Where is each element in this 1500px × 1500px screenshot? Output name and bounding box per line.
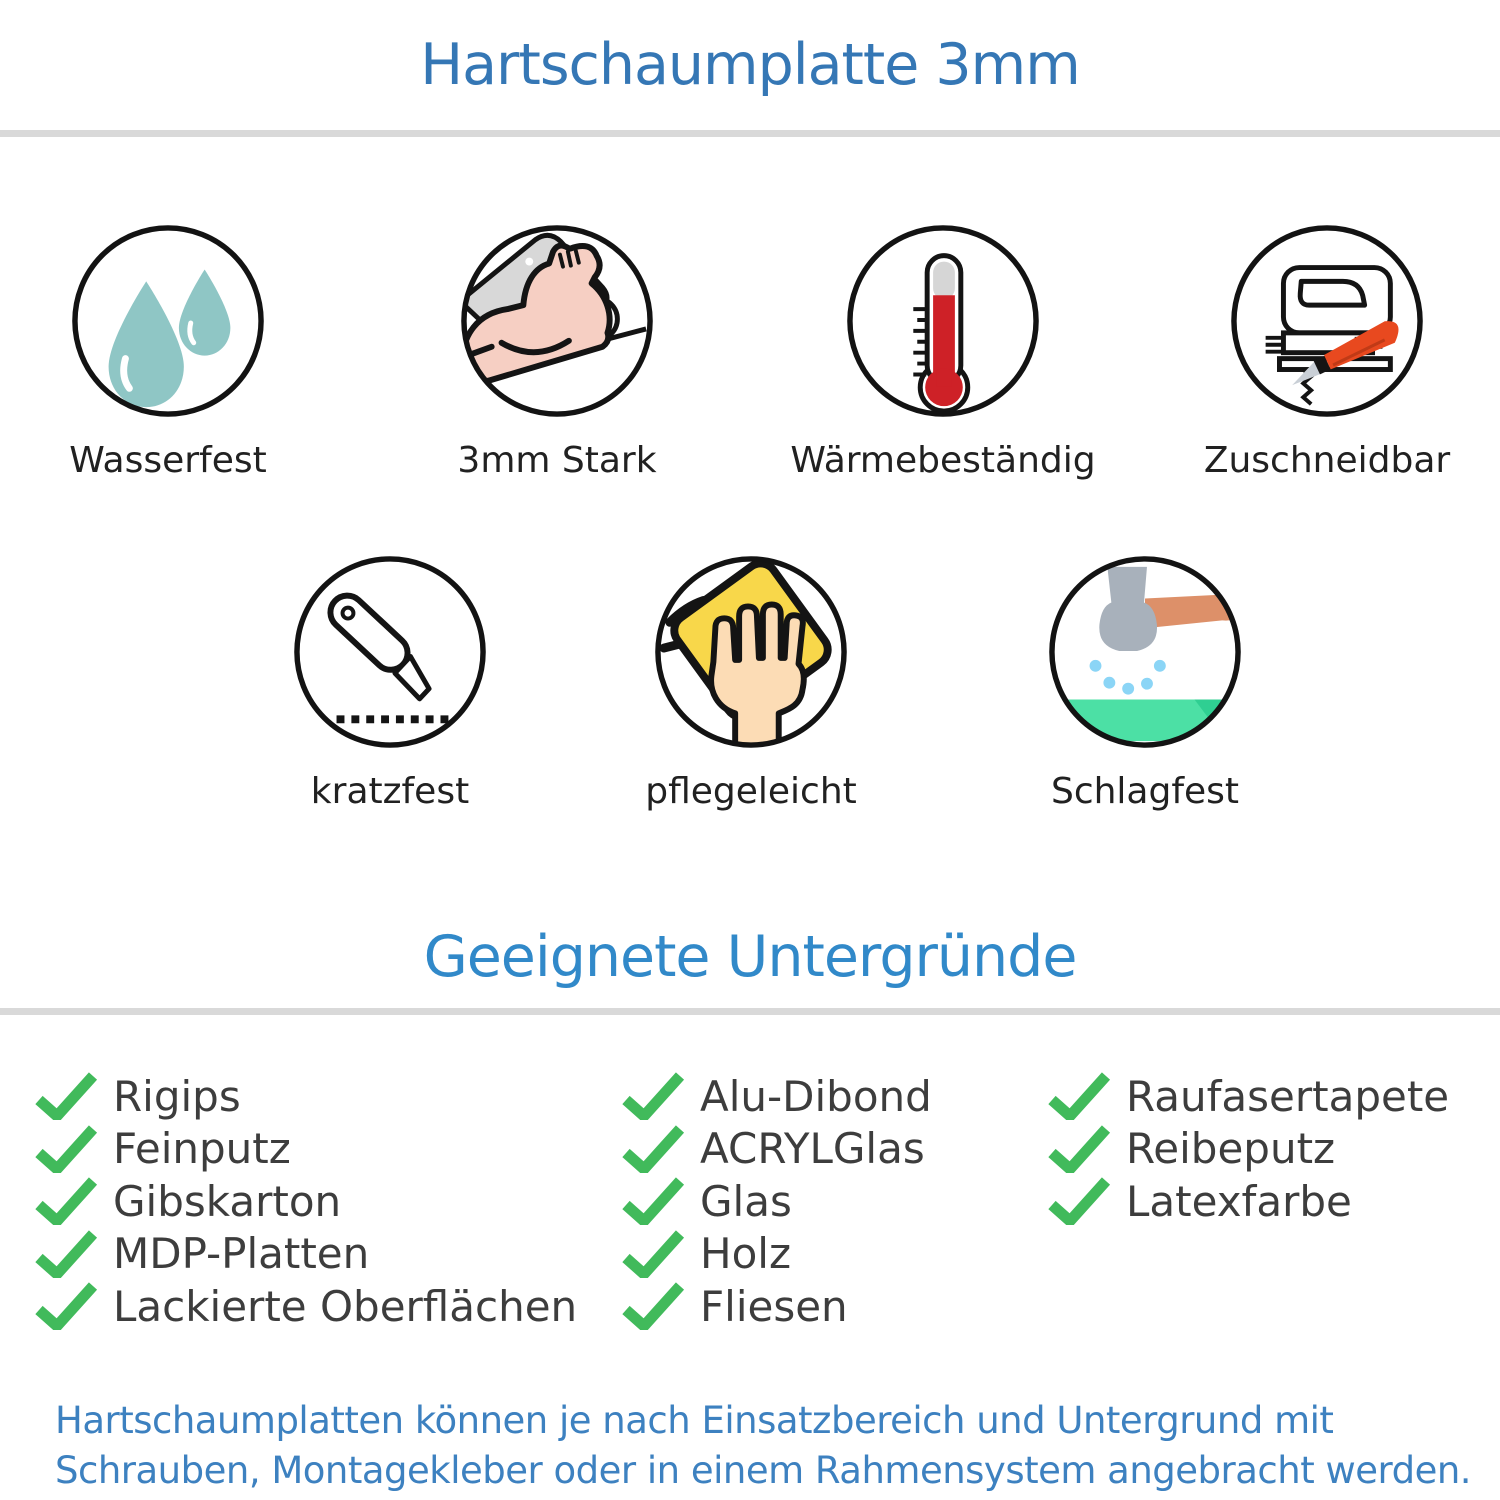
- substrate-label: Feinputz: [113, 1124, 291, 1174]
- list-item: [1048, 1175, 1449, 1228]
- substrate-column-3: [1048, 1070, 1449, 1228]
- check-icon: [35, 1072, 97, 1120]
- list-item: [1048, 1123, 1449, 1176]
- list-item: [622, 1123, 932, 1176]
- check-icon: [1048, 1177, 1110, 1225]
- feature-3mm-stark: [457, 222, 657, 481]
- divider-bar: [0, 1008, 1500, 1015]
- substrate-label: Fliesen: [700, 1281, 848, 1331]
- page-title: Hartschaumplatte 3mm: [420, 32, 1080, 98]
- list-item: [622, 1070, 932, 1123]
- check-icon: [35, 1177, 97, 1225]
- muscle-arm-icon: [458, 222, 656, 420]
- substrate-label: Reibeputz: [1126, 1124, 1336, 1174]
- check-icon: [35, 1230, 97, 1278]
- substrate-label: Raufasertapete: [1126, 1071, 1450, 1121]
- feature-schlagfest: [1046, 553, 1244, 812]
- list-item: [1048, 1070, 1449, 1123]
- check-icon: [35, 1125, 97, 1173]
- substrate-label: Alu-Dibond: [700, 1071, 932, 1121]
- check-icon: [622, 1230, 684, 1278]
- substrate-label: MDP-Platten: [113, 1229, 370, 1279]
- feature-label: Wärmebeständig: [790, 440, 1096, 481]
- check-icon: [622, 1282, 684, 1330]
- feature-label: Wasserfest: [69, 440, 267, 481]
- feature-label: 3mm Stark: [457, 440, 657, 481]
- substrate-label: ACRYLGlas: [700, 1124, 925, 1174]
- feature-wasserfest: [69, 222, 267, 481]
- substrate-label: Latexfarbe: [1126, 1176, 1352, 1226]
- substrate-label: Holz: [700, 1229, 791, 1279]
- mounting-note-line2: Schrauben, Montagekleber oder in einem Rahmensystem angebracht werden.: [55, 1449, 1472, 1492]
- list-item: [35, 1175, 577, 1228]
- substrate-label: Gibskarton: [113, 1176, 342, 1226]
- utility-knife-icon: [291, 553, 489, 751]
- section-title: Geeignete Untergründe: [423, 924, 1077, 990]
- substrate-label: Glas: [700, 1176, 792, 1226]
- substrate-column-2: [622, 1070, 932, 1333]
- feature-label: Zuschneidbar: [1203, 440, 1451, 481]
- hand-cloth-icon: [652, 553, 850, 751]
- check-icon: [622, 1125, 684, 1173]
- divider-bar: [0, 130, 1500, 137]
- mounting-note: [55, 1396, 1471, 1496]
- feature-label: Schlagfest: [1050, 771, 1240, 812]
- list-item: [35, 1280, 577, 1333]
- water-drops-icon: [69, 222, 267, 420]
- check-icon: [1048, 1072, 1110, 1120]
- feature-zuschneidbar: [1203, 222, 1451, 481]
- list-item: [622, 1280, 932, 1333]
- check-icon: [622, 1072, 684, 1120]
- check-icon: [1048, 1125, 1110, 1173]
- list-item: [35, 1123, 577, 1176]
- list-item: [35, 1228, 577, 1281]
- feature-label: kratzfest: [310, 771, 470, 812]
- substrate-column-1: [35, 1070, 577, 1333]
- feature-pflegeleicht: [645, 553, 857, 812]
- check-icon: [622, 1177, 684, 1225]
- mounting-note-line1: Hartschaumplatten können je nach Einsatzbereich und Untergrund mit: [55, 1399, 1334, 1442]
- thermometer-icon: [844, 222, 1042, 420]
- jigsaw-cutter-icon: [1228, 222, 1426, 420]
- hammer-impact-icon: [1046, 553, 1244, 751]
- substrate-label: Rigips: [113, 1071, 241, 1121]
- check-icon: [35, 1282, 97, 1330]
- list-item: [622, 1175, 932, 1228]
- list-item: [622, 1228, 932, 1281]
- list-item: [35, 1070, 577, 1123]
- substrate-label: Lackierte Oberflächen: [113, 1281, 578, 1331]
- feature-kratzfest: [291, 553, 489, 812]
- feature-waermebestaendig: [790, 222, 1096, 481]
- feature-label: pflegeleicht: [645, 771, 857, 812]
